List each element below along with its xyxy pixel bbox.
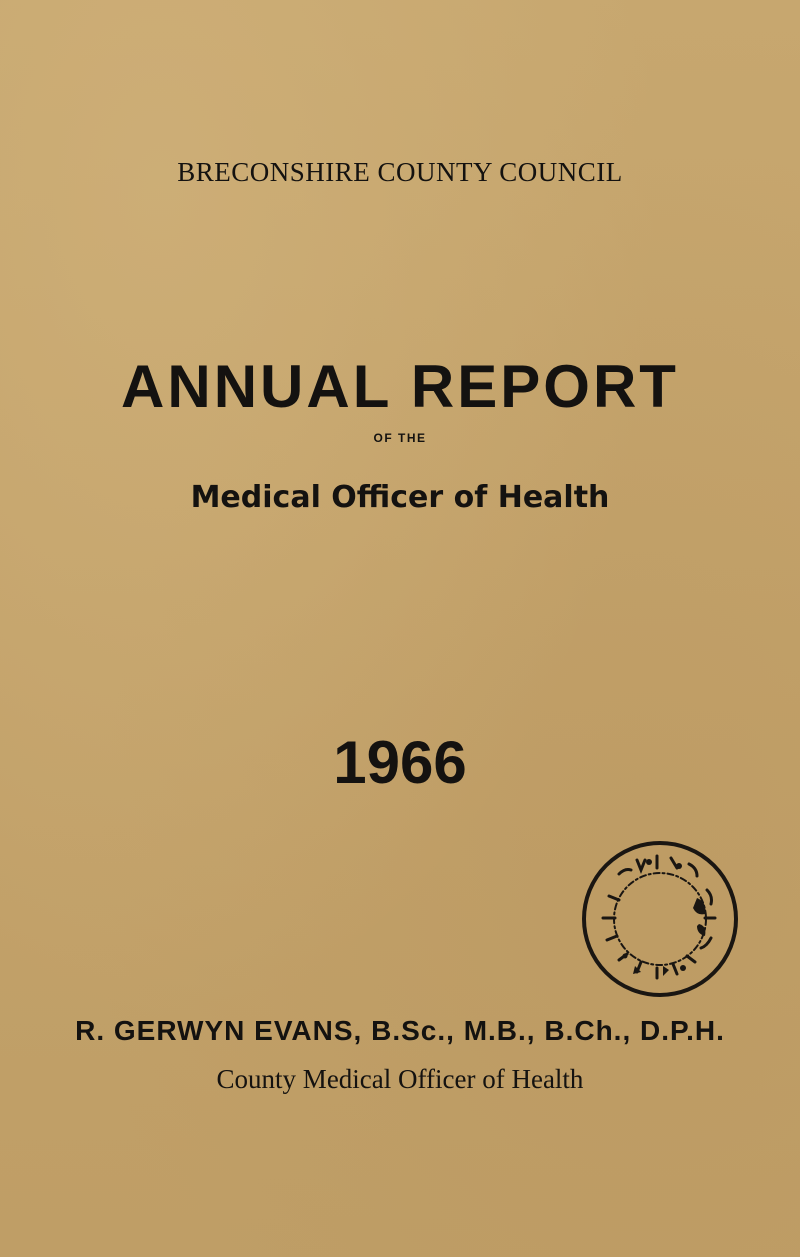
report-subject: Medical Officer of Health — [190, 480, 610, 515]
author-name: R. GERWYN EVANS, B.Sc., M.B., B.Ch., D.P.H. — [75, 1015, 725, 1046]
report-year: 1966 — [333, 729, 467, 796]
seal-graphic — [579, 838, 741, 1000]
report-title: ANNUAL REPORT — [121, 353, 679, 420]
county-crest-seal-icon — [579, 838, 741, 1000]
title-connector: OF THE — [373, 431, 427, 445]
author-role: County Medical Officer of Health — [216, 1064, 584, 1094]
council-name: BRECONSHIRE COUNTY COUNCIL — [177, 157, 623, 187]
seal-inner-ring — [614, 873, 706, 965]
